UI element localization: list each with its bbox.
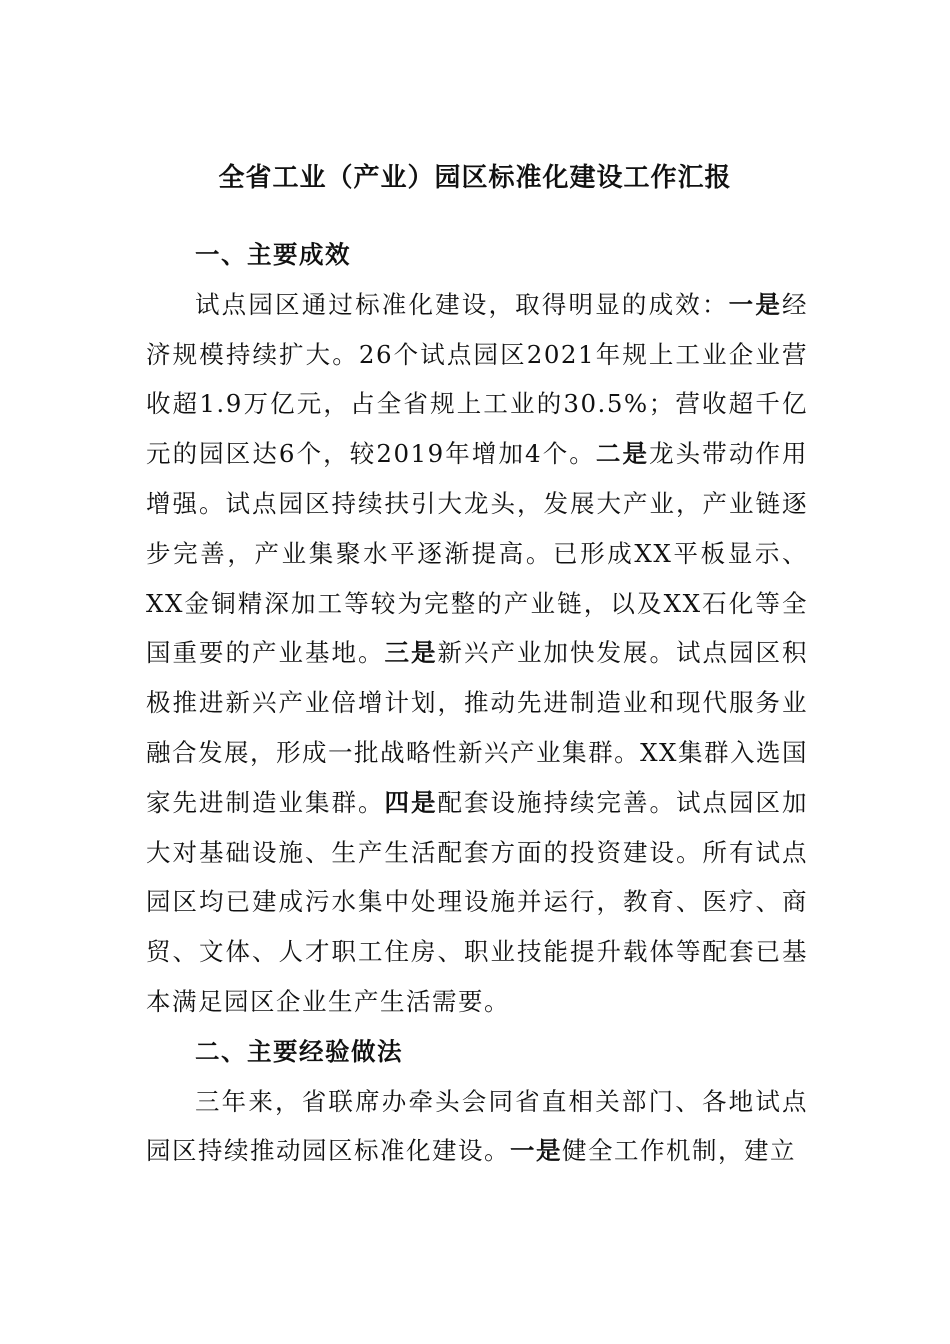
emphasis-first: 一是	[728, 289, 783, 319]
text-run: 新兴产业加快发展。试点园区积极推进新兴产业倍增计划，推动先进制造业和现代服务业融合发展，形成一批战略性新兴产业集群。XX集群入选国家先进制造业集群。	[146, 638, 808, 817]
section-heading-experience: 二、主要经验做法	[195, 1036, 403, 1066]
text-run: 试点园区通过标准化建设，取得明显的成效：	[195, 289, 729, 319]
document-body	[146, 230, 808, 1176]
paragraph-experience	[146, 1077, 808, 1177]
document-title: 全省工业（产业）园区标准化建设工作汇报	[218, 163, 732, 193]
text-run: 健全工作机制，建立	[562, 1136, 796, 1166]
emphasis-second: 二是	[595, 439, 650, 469]
text-run: 三年来，省联席办牵头会同省直相关部门、各地试点园区持续推动园区标准化建设。	[146, 1086, 808, 1166]
emphasis-fourth: 四是	[384, 787, 438, 817]
emphasis-first: 一是	[510, 1136, 562, 1166]
text-run: 经济规模持续扩大。26个试点园区2021年规上工业企业营收超1.9万亿元，占全省规上工业的30.5%；营收超千亿元的园区达6个，较2019年增加4个。	[146, 289, 809, 469]
text-run: 龙头带动作用增强。试点园区持续扶引大龙头，发展大产业，产业链逐步完善，产业集聚水平逐渐提高。已形成XX平板显示、XX金铜精深加工等较为完整的产业链，以及XX石化等全国重要的产业基地。	[146, 439, 809, 668]
section-heading-main-results: 一、主要成效	[195, 240, 351, 269]
emphasis-third: 三是	[384, 638, 438, 668]
text-run: 配套设施持续完善。试点园区加大对基础设施、生产生活配套方面的投资建设。所有试点园区均已建成污水集中处理设施并运行，教育、医疗、商贸、文体、人才职工住房、职业技能提升载体等配套已基本满足园区企业生产生活需要。	[146, 787, 808, 1016]
paragraph-main-results	[146, 280, 808, 1027]
